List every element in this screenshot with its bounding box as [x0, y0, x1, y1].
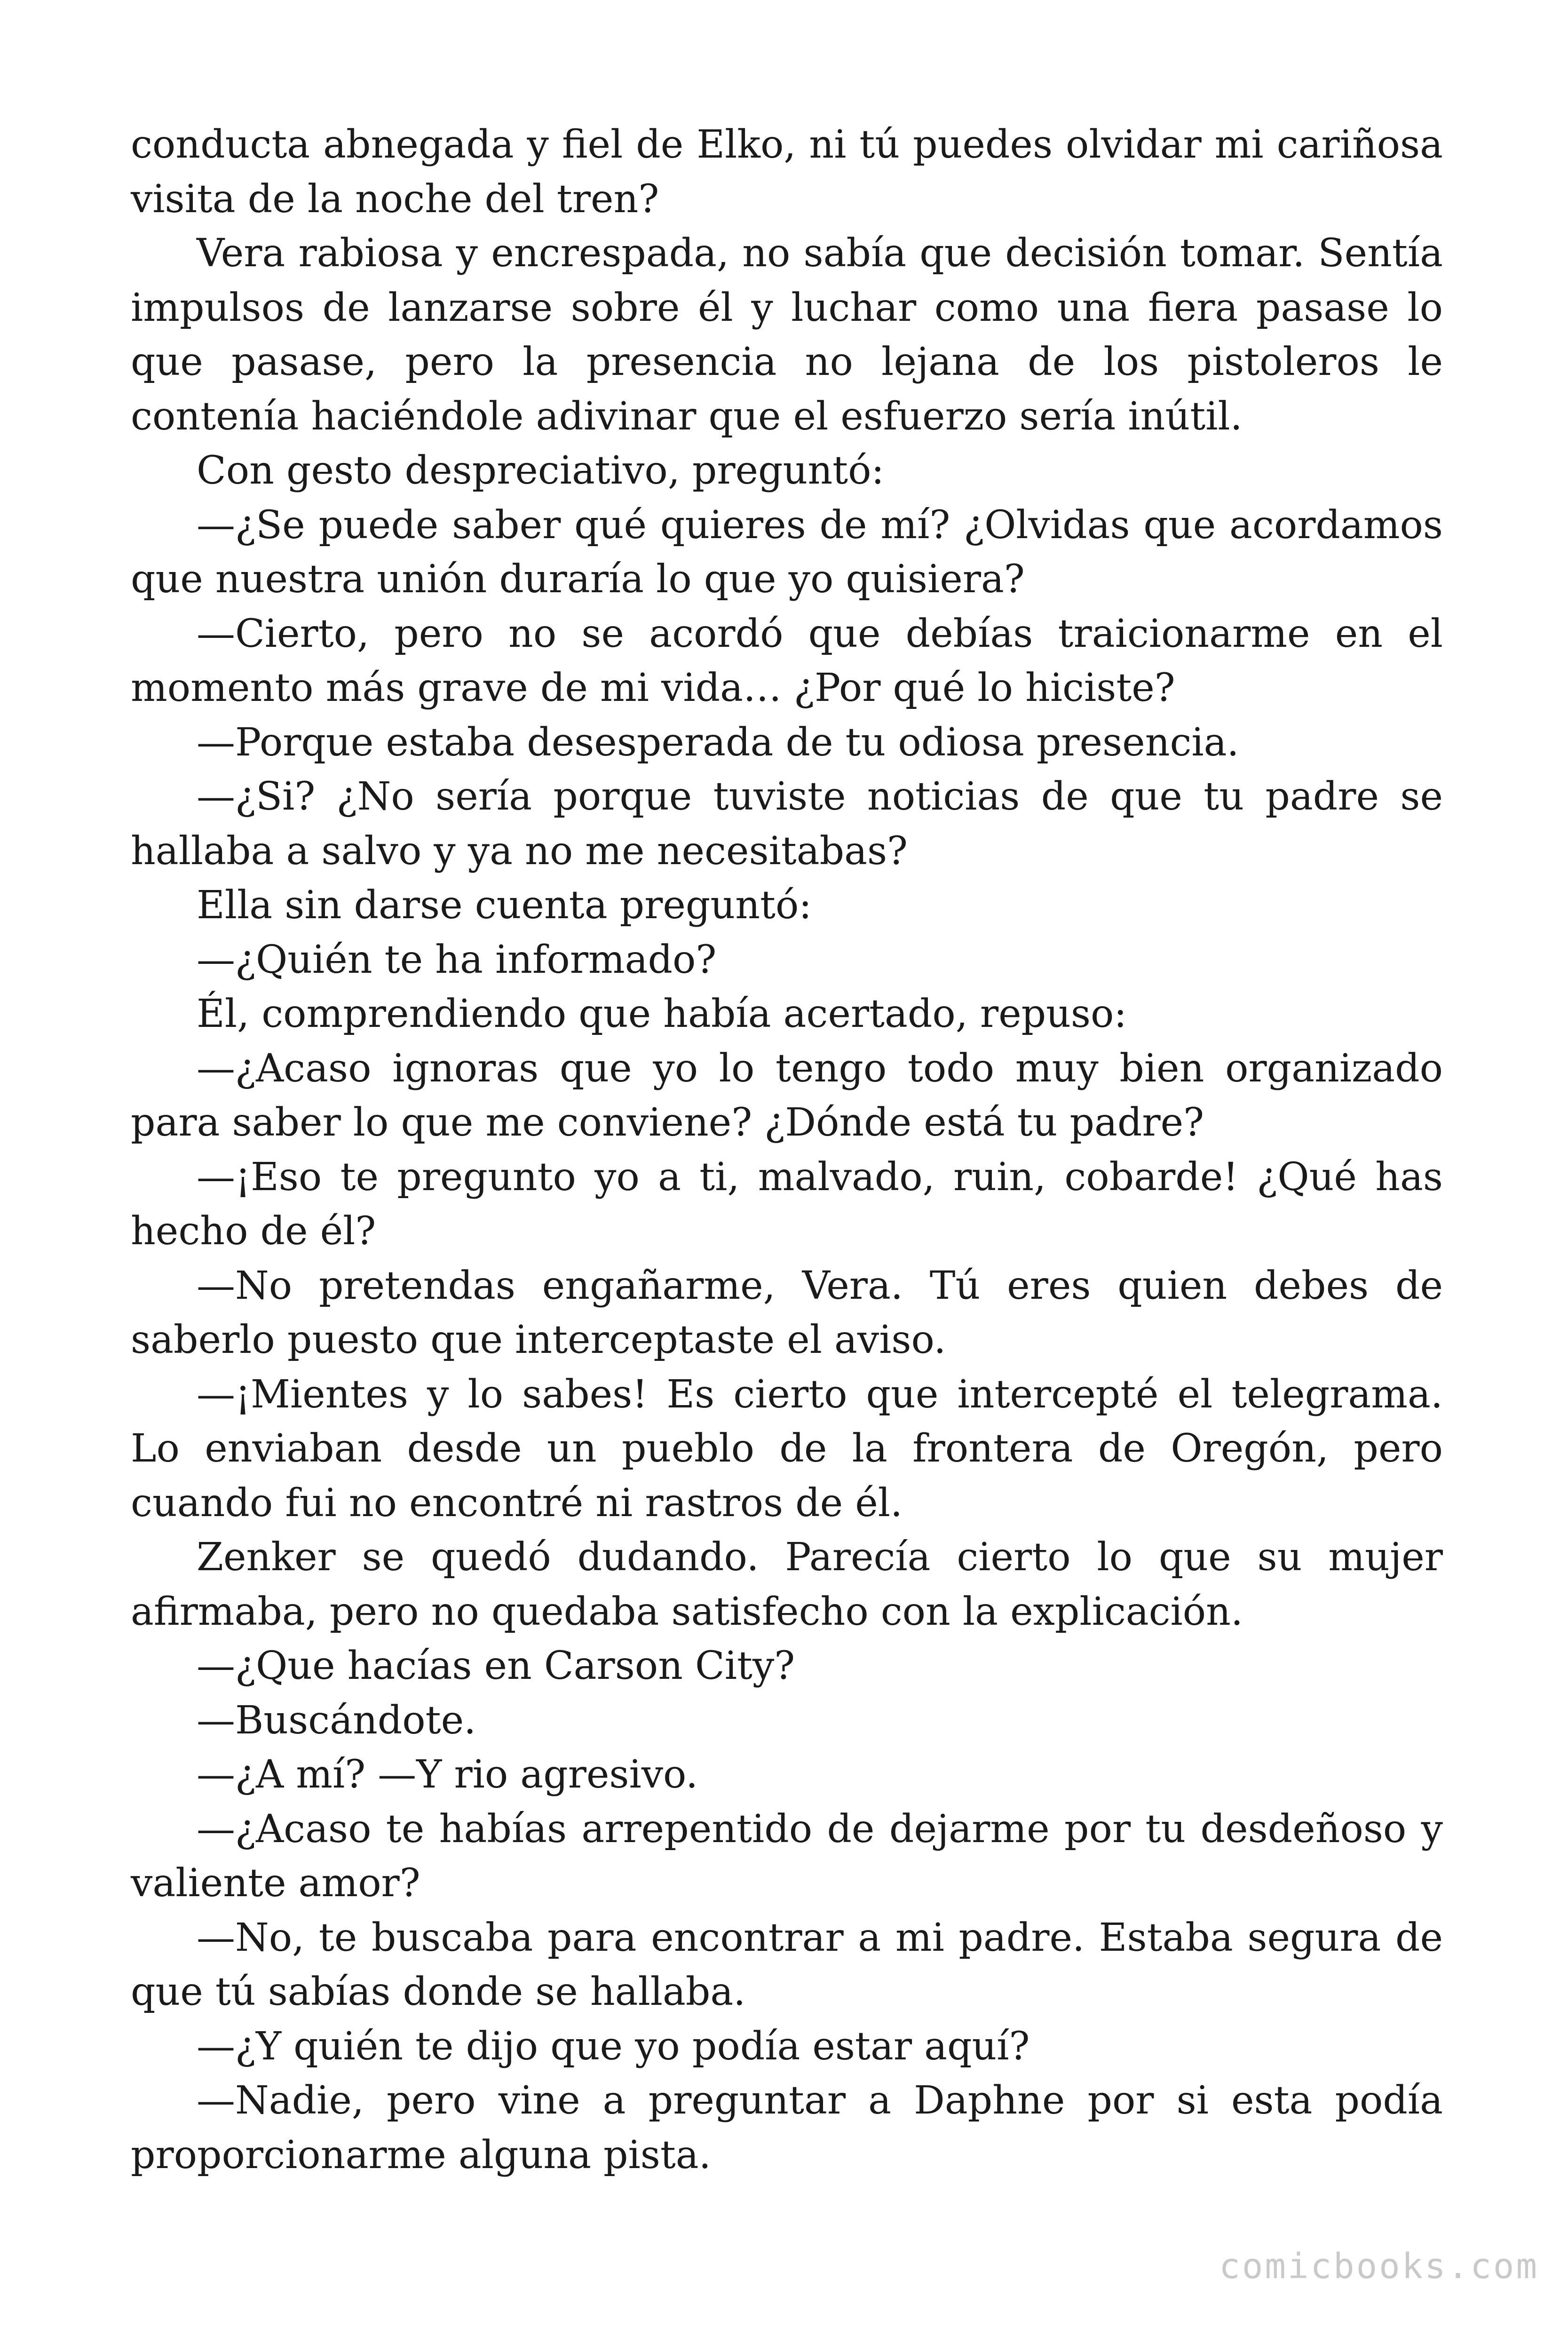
- paragraph-2: Vera rabiosa y encrespada, no sabía que decisión tomar. Sentía impulsos de lanzarse sobre él y luchar como una fiera pasase lo que pasase, pero la presencia no lejana de los pistoleros le contenía haciéndole adivinar que el esfuerzo sería inútil.: [131, 231, 1443, 439]
- paragraph-17: —Buscándote.: [197, 1698, 476, 1743]
- paragraph-11: —¿Acaso ignoras que yo lo tengo todo muy bien organizado para saber lo que me conviene? ¿Dónde está tu padre?: [131, 1046, 1443, 1145]
- paragraph-13: —No pretendas engañarme, Vera. Tú eres quien debes de saberlo puesto que interceptaste el aviso.: [131, 1263, 1443, 1362]
- paragraph-7: —¿Si? ¿No sería porque tuviste noticias de que tu padre se hallaba a salvo y ya no me necesitabas?: [131, 774, 1443, 874]
- paragraph-1: conducta abnegada y fiel de Elko, ni tú puedes olvidar mi cariñosa visita de la noche del tren?: [131, 122, 1443, 222]
- body-text: [131, 118, 1443, 2182]
- paragraph-5: —Cierto, pero no se acordó que debías traicionarme en el momento más grave de mi vida… ¿Por qué lo hiciste?: [131, 611, 1443, 710]
- paragraph-9: —¿Quién te ha informado?: [197, 937, 717, 982]
- paragraph-15: Zenker se quedó dudando. Parecía cierto lo que su mujer afirmaba, pero no quedaba satisfecho con la explicación.: [131, 1535, 1443, 1634]
- paragraph-3: Con gesto despreciativo, preguntó:: [197, 448, 885, 493]
- paragraph-14: —¡Mientes y lo sabes! Es cierto que intercepté el telegrama. Lo enviaban desde un pueblo de la frontera de Oregón, pero cuando fui no encontré ni rastros de él.: [131, 1372, 1443, 1526]
- watermark: comicbooks.com: [1219, 2246, 1539, 2287]
- paragraph-12: —¡Eso te pregunto yo a ti, malvado, ruin, cobarde! ¿Qué has hecho de él?: [131, 1154, 1443, 1254]
- paragraph-6: —Porque estaba desesperada de tu odiosa presencia.: [197, 720, 1239, 765]
- paragraph-20: —No, te buscaba para encontrar a mi padre. Estaba segura de que tú sabías donde se hallaba.: [131, 1915, 1443, 2014]
- paragraph-8: Ella sin darse cuenta preguntó:: [197, 883, 812, 928]
- paragraph-21: —¿Y quién te dijo que yo podía estar aquí?: [197, 2024, 1030, 2069]
- paragraph-16: —¿Que hacías en Carson City?: [197, 1644, 795, 1688]
- paragraph-18: —¿A mí? —Y rio agresivo.: [197, 1752, 698, 1797]
- paragraph-10: Él, comprendiendo que había acertado, repuso:: [197, 992, 1127, 1036]
- paragraph-4: —¿Se puede saber qué quieres de mí? ¿Olvidas que acordamos que nuestra unión duraría lo que yo quisiera?: [131, 502, 1443, 602]
- paragraph-22: —Nadie, pero vine a preguntar a Daphne por si esta podía proporcionarme alguna pista.: [131, 2078, 1443, 2177]
- paragraph-19: —¿Acaso te habías arrepentido de dejarme por tu desdeñoso y valiente amor?: [131, 1806, 1443, 1906]
